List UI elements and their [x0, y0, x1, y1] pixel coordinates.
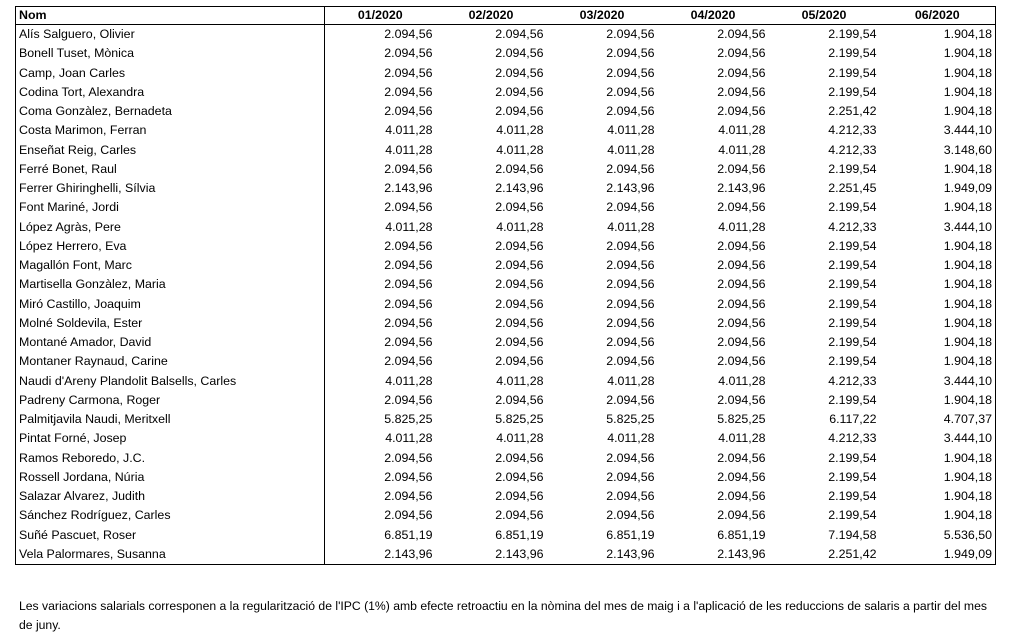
- salary-cell: 2.094,56: [717, 46, 766, 61]
- salary-cell: 2.094,56: [495, 200, 544, 215]
- employee-name-cell: Padreny Carmona, Roger: [16, 391, 325, 410]
- salary-cell: 4.011,28: [496, 431, 544, 446]
- employee-name-cell: Rossell Jordana, Núria: [16, 468, 325, 487]
- salary-cell: 2.094,56: [384, 65, 433, 80]
- employee-name-cell: Alís Salguero, Olivier: [16, 25, 325, 45]
- salary-cell: 2.199,54: [828, 46, 877, 61]
- salary-cell: 2.199,54: [828, 392, 877, 407]
- salary-cell: 2.143,96: [495, 181, 544, 195]
- footnote: Les variacions salarials corresponen a la regularització de l'IPC (1%) amb efecte retroactiu en la nòmina del mes de maig i a l'aplicació de les reduccions de salaris a partir del mes de juny.: [19, 599, 987, 632]
- salary-cell: 3.148,60: [880, 141, 996, 160]
- salary-cell: 1.904,18: [880, 25, 996, 45]
- salary-cell: 2.094,56: [717, 104, 766, 118]
- salary-cell: 2.199,54: [828, 161, 877, 176]
- salary-cell: 4.212,33: [828, 142, 877, 157]
- salary-cell: 1.904,18: [880, 275, 996, 294]
- salary-cell: 2.094,56: [606, 84, 655, 99]
- salary-cell: 6.851,19: [606, 527, 655, 542]
- salary-cell: 2.251,42: [769, 545, 880, 565]
- salary-cell: 5.536,50: [880, 526, 996, 545]
- salary-cell: 3.444,10: [880, 218, 996, 237]
- salary-cell: 2.094,56: [384, 315, 433, 330]
- salary-cell: 1.949,09: [880, 545, 996, 565]
- salary-cell: 2.094,56: [717, 27, 766, 41]
- salary-cell: 2.094,56: [606, 489, 655, 503]
- salary-cell: 2.094,56: [717, 450, 766, 465]
- salary-cell: 2.199,54: [828, 200, 877, 215]
- salary-table: [15, 6, 996, 565]
- salary-cell: 2.094,56: [384, 354, 433, 369]
- salary-cell: 2.094,56: [717, 296, 766, 311]
- salary-cell: 2.094,56: [495, 508, 544, 523]
- table-row: [16, 83, 996, 102]
- salary-cell: 2.094,56: [384, 450, 433, 465]
- table-row: [16, 25, 996, 45]
- salary-cell: 2.094,56: [495, 258, 544, 272]
- table-row: [16, 314, 996, 333]
- table-row: [16, 102, 996, 121]
- salary-cell: 1.904,18: [880, 44, 996, 63]
- salary-cell: 2.094,56: [717, 161, 766, 176]
- salary-cell: 2.094,56: [606, 200, 655, 215]
- salary-cell: 5.825,25: [606, 412, 655, 426]
- employee-name-cell: Molné Soldevila, Ester: [16, 314, 325, 333]
- salary-cell: 6.851,19: [384, 527, 433, 542]
- salary-cell: 2.094,56: [384, 489, 433, 503]
- salary-table-container: [15, 6, 995, 565]
- employee-name-cell: Sánchez Rodríguez, Carles: [16, 506, 325, 525]
- salary-cell: 1.904,18: [880, 198, 996, 217]
- column-header-month: 04/2020: [658, 7, 769, 25]
- table-row: [16, 275, 996, 294]
- salary-cell: 2.094,56: [606, 450, 655, 465]
- header-row: [16, 7, 996, 25]
- salary-cell: 2.094,56: [384, 335, 433, 349]
- salary-cell: 2.094,56: [606, 315, 655, 330]
- salary-cell: 1.904,18: [880, 64, 996, 83]
- salary-cell: 2.199,54: [828, 469, 877, 484]
- salary-cell: 2.199,54: [828, 450, 877, 465]
- column-header-month: 06/2020: [880, 7, 996, 25]
- salary-cell: 2.094,56: [717, 508, 766, 523]
- employee-name-cell: Martisella Gonzàlez, Maria: [16, 275, 325, 294]
- salary-cell: 2.143,96: [658, 545, 769, 565]
- salary-cell: 2.143,96: [436, 545, 547, 565]
- salary-cell: 2.094,56: [384, 104, 433, 118]
- salary-cell: 4.011,28: [385, 219, 433, 234]
- salary-cell: 4.011,28: [385, 431, 433, 446]
- salary-cell: 2.143,96: [606, 181, 655, 195]
- salary-cell: 2.094,56: [717, 489, 766, 503]
- salary-cell: 1.904,18: [880, 333, 996, 352]
- column-header-month: 03/2020: [547, 7, 658, 25]
- salary-cell: 2.094,56: [495, 238, 544, 253]
- salary-cell: 6.851,19: [717, 527, 766, 542]
- salary-cell: 2.199,54: [828, 489, 877, 503]
- employee-name-cell: Salazar Alvarez, Judith: [16, 487, 325, 506]
- salary-cell: 1.904,18: [880, 314, 996, 333]
- salary-cell: 4.011,28: [607, 431, 655, 446]
- salary-cell: 2.094,56: [495, 84, 544, 99]
- salary-cell: 2.094,56: [606, 238, 655, 253]
- salary-cell: 2.094,56: [495, 65, 544, 80]
- table-row: [16, 121, 996, 140]
- salary-cell: 2.094,56: [606, 296, 655, 311]
- salary-cell: 2.094,56: [717, 65, 766, 80]
- salary-cell: 2.199,54: [828, 335, 877, 349]
- employee-name-cell: Suñé Pascuet, Roser: [16, 526, 325, 545]
- salary-cell: 2.094,56: [606, 335, 655, 349]
- table-row: [16, 352, 996, 371]
- salary-cell: 2.094,56: [495, 354, 544, 369]
- salary-cell: 3.444,10: [880, 121, 996, 140]
- column-header-name: Nom: [16, 7, 325, 25]
- salary-cell: 2.094,56: [606, 354, 655, 369]
- salary-cell: 2.094,56: [717, 469, 766, 484]
- table-row: [16, 44, 996, 63]
- table-body: [16, 25, 996, 565]
- salary-cell: 4.011,28: [385, 123, 433, 138]
- salary-cell: 4.212,33: [828, 431, 877, 446]
- salary-cell: 2.094,56: [384, 238, 433, 253]
- salary-cell: 1.949,09: [880, 179, 996, 198]
- table-row: [16, 449, 996, 468]
- employee-name-cell: Ramos Reboredo, J.C.: [16, 449, 325, 468]
- table-row: [16, 545, 996, 565]
- table-row: [16, 141, 996, 160]
- salary-cell: 4.011,28: [607, 219, 655, 234]
- employee-name-cell: Ferré Bonet, Raul: [16, 160, 325, 179]
- employee-name-cell: Montané Amador, David: [16, 333, 325, 352]
- salary-cell: 2.094,56: [606, 469, 655, 484]
- table-row: [16, 506, 996, 525]
- salary-cell: 2.094,56: [384, 392, 433, 407]
- salary-cell: 5.825,25: [384, 412, 433, 426]
- salary-cell: 2.094,56: [717, 335, 766, 349]
- employee-name-cell: Naudi d'Areny Plandolit Balsells, Carles: [16, 372, 325, 391]
- salary-cell: 2.094,56: [606, 27, 655, 41]
- salary-cell: 2.094,56: [606, 65, 655, 80]
- column-header-month: 01/2020: [325, 7, 436, 25]
- employee-name-cell: Montaner Raynaud, Carine: [16, 352, 325, 371]
- salary-cell: 2.094,56: [495, 489, 544, 503]
- table-row: [16, 256, 996, 275]
- table-row: [16, 198, 996, 217]
- employee-name-cell: Bonell Tuset, Mònica: [16, 44, 325, 63]
- salary-cell: 2.143,96: [325, 545, 436, 565]
- salary-cell: 2.094,56: [717, 258, 766, 272]
- salary-cell: 2.199,54: [828, 27, 877, 41]
- salary-cell: 1.904,18: [880, 352, 996, 371]
- employee-name-cell: Codina Tort, Alexandra: [16, 83, 325, 102]
- salary-cell: 2.199,54: [828, 508, 877, 523]
- salary-cell: 3.444,10: [880, 372, 996, 391]
- salary-cell: 1.904,18: [880, 83, 996, 102]
- table-row: [16, 429, 996, 448]
- salary-cell: 5.825,25: [495, 412, 544, 426]
- salary-cell: 2.094,56: [495, 392, 544, 407]
- salary-cell: 2.094,56: [606, 508, 655, 523]
- salary-cell: 2.094,56: [495, 46, 544, 61]
- salary-cell: 2.094,56: [717, 238, 766, 253]
- salary-cell: 2.094,56: [384, 46, 433, 61]
- table-row: [16, 487, 996, 506]
- employee-name-cell: Enseñat Reig, Carles: [16, 141, 325, 160]
- salary-cell: 2.094,56: [495, 450, 544, 465]
- salary-cell: 2.094,56: [717, 315, 766, 330]
- employee-name-cell: Miró Castillo, Joaquim: [16, 295, 325, 314]
- salary-cell: 2.094,56: [384, 277, 433, 292]
- salary-cell: 4.011,28: [496, 219, 544, 234]
- salary-cell: 2.094,56: [384, 84, 433, 99]
- salary-cell: 2.199,54: [828, 238, 877, 253]
- salary-cell: 1.904,18: [880, 237, 996, 256]
- salary-cell: 2.094,56: [384, 469, 433, 484]
- salary-cell: 2.094,56: [495, 296, 544, 311]
- table-row: [16, 64, 996, 83]
- employee-name-cell: Magallón Font, Marc: [16, 256, 325, 275]
- salary-cell: 2.094,56: [495, 161, 544, 176]
- employee-name-cell: Pintat Forné, Josep: [16, 429, 325, 448]
- salary-cell: 2.199,54: [828, 315, 877, 330]
- salary-cell: 2.094,56: [717, 200, 766, 215]
- salary-cell: 2.251,45: [828, 181, 877, 195]
- salary-cell: 2.094,56: [717, 392, 766, 407]
- table-row: [16, 391, 996, 410]
- salary-cell: 2.143,96: [384, 181, 433, 195]
- table-header: [16, 7, 996, 25]
- table-row: [16, 295, 996, 314]
- salary-cell: 2.199,54: [828, 65, 877, 80]
- salary-cell: 2.199,54: [828, 84, 877, 99]
- salary-cell: 4.011,28: [496, 373, 544, 388]
- salary-cell: 4.011,28: [496, 123, 544, 138]
- salary-cell: 2.094,56: [384, 161, 433, 176]
- table-row: [16, 237, 996, 256]
- salary-cell: 4.212,33: [828, 123, 877, 138]
- table-row: [16, 179, 996, 198]
- salary-cell: 1.904,18: [880, 449, 996, 468]
- table-row: [16, 218, 996, 237]
- table-row: [16, 160, 996, 179]
- salary-cell: 2.251,42: [828, 104, 877, 118]
- salary-cell: 2.094,56: [606, 46, 655, 61]
- salary-cell: 4.212,33: [828, 219, 877, 234]
- salary-cell: 2.094,56: [384, 27, 433, 41]
- employee-name-cell: Costa Marimon, Ferran: [16, 121, 325, 140]
- salary-cell: 4.011,28: [718, 142, 766, 157]
- salary-cell: 2.094,56: [495, 277, 544, 292]
- salary-cell: 4.011,28: [496, 142, 544, 157]
- table-row: [16, 372, 996, 391]
- salary-cell: 1.904,18: [880, 102, 996, 121]
- salary-cell: 1.904,18: [880, 160, 996, 179]
- salary-cell: 2.094,56: [384, 258, 433, 272]
- salary-cell: 2.094,56: [606, 104, 655, 118]
- table-row: [16, 526, 996, 545]
- salary-cell: 5.825,25: [717, 412, 766, 426]
- salary-cell: 2.199,54: [828, 277, 877, 292]
- table-row: [16, 410, 996, 429]
- salary-cell: 6.851,19: [495, 527, 544, 542]
- salary-cell: 2.199,54: [828, 296, 877, 311]
- salary-cell: 2.094,56: [495, 315, 544, 330]
- salary-cell: 1.904,18: [880, 487, 996, 506]
- employee-name-cell: López Agràs, Pere: [16, 218, 325, 237]
- salary-cell: 2.199,54: [828, 354, 877, 369]
- salary-cell: 2.094,56: [606, 392, 655, 407]
- table-row: [16, 333, 996, 352]
- salary-cell: 2.094,56: [495, 469, 544, 484]
- salary-cell: 4.011,28: [718, 219, 766, 234]
- salary-cell: 2.094,56: [384, 200, 433, 215]
- salary-cell: 4.707,37: [880, 410, 996, 429]
- employee-name-cell: Palmitjavila Naudi, Meritxell: [16, 410, 325, 429]
- salary-cell: 4.011,28: [607, 123, 655, 138]
- salary-cell: 1.904,18: [880, 391, 996, 410]
- column-header-month: 05/2020: [769, 7, 880, 25]
- employee-name-cell: Font Mariné, Jordi: [16, 198, 325, 217]
- column-header-month: 02/2020: [436, 7, 547, 25]
- employee-name-cell: Vela Palormares, Susanna: [16, 545, 325, 565]
- salary-cell: 2.094,56: [495, 27, 544, 41]
- salary-cell: 2.094,56: [384, 296, 433, 311]
- salary-cell: 2.094,56: [717, 84, 766, 99]
- salary-cell: 4.011,28: [718, 431, 766, 446]
- salary-cell: 3.444,10: [880, 429, 996, 448]
- salary-cell: 2.143,96: [547, 545, 658, 565]
- salary-cell: 4.011,28: [385, 373, 433, 388]
- salary-cell: 2.094,56: [384, 508, 433, 523]
- employee-name-cell: Coma Gonzàlez, Bernadeta: [16, 102, 325, 121]
- salary-cell: 2.199,54: [828, 258, 877, 272]
- salary-cell: 7.194,58: [828, 527, 877, 542]
- salary-cell: 4.212,33: [828, 373, 877, 388]
- salary-cell: 2.094,56: [717, 354, 766, 369]
- table-row: [16, 468, 996, 487]
- salary-cell: 1.904,18: [880, 506, 996, 525]
- employee-name-cell: Camp, Joan Carles: [16, 64, 325, 83]
- employee-name-cell: Ferrer Ghiringhelli, Sílvia: [16, 179, 325, 198]
- salary-cell: 4.011,28: [385, 142, 433, 157]
- salary-cell: 2.094,56: [495, 104, 544, 118]
- salary-cell: 4.011,28: [607, 142, 655, 157]
- salary-cell: 4.011,28: [718, 373, 766, 388]
- salary-cell: 2.094,56: [606, 161, 655, 176]
- salary-cell: 2.094,56: [606, 258, 655, 272]
- salary-cell: 2.094,56: [606, 277, 655, 292]
- salary-cell: 2.094,56: [717, 277, 766, 292]
- salary-cell: 4.011,28: [718, 123, 766, 138]
- salary-cell: 1.904,18: [880, 468, 996, 487]
- employee-name-cell: López Herrero, Eva: [16, 237, 325, 256]
- salary-cell: 2.094,56: [495, 335, 544, 349]
- salary-cell: 4.011,28: [607, 373, 655, 388]
- salary-cell: 6.117,22: [829, 412, 877, 426]
- salary-cell: 1.904,18: [880, 256, 996, 275]
- salary-cell: 2.143,96: [717, 181, 766, 195]
- salary-cell: 1.904,18: [880, 295, 996, 314]
